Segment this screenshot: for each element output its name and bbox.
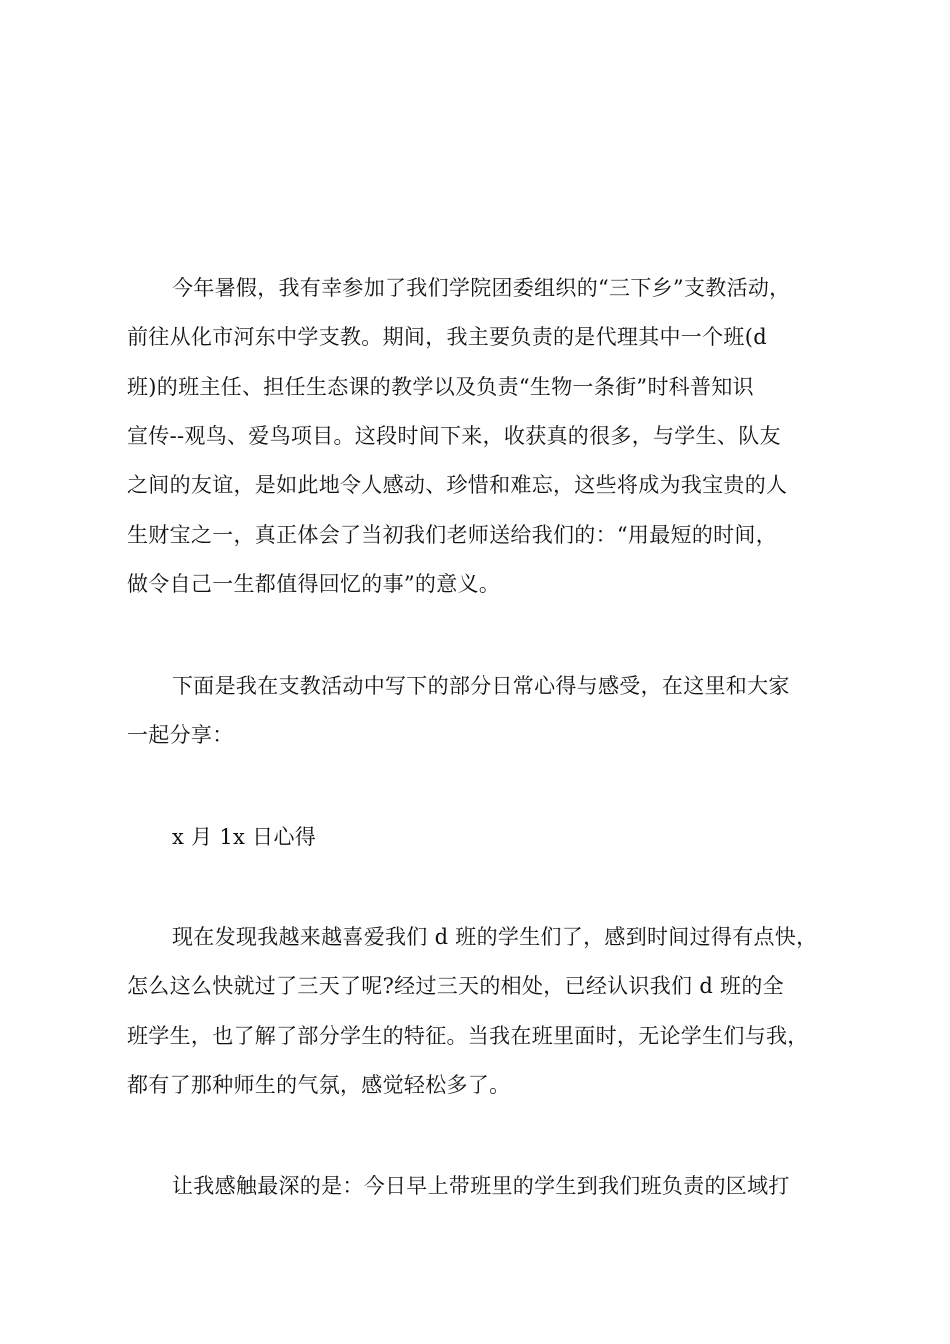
paragraph-2-line-2: 一起分享：: [127, 723, 234, 747]
paragraph-1-line-2: 前往从化市河东中学支教。期间，我主要负责的是代理其中一个班(d: [127, 325, 767, 349]
entry-date-heading: x 月 1x 日心得: [172, 825, 317, 849]
paragraph-4-line-1: 让我感触最深的是：今日早上带班里的学生到我们班负责的区域打: [172, 1174, 790, 1198]
paragraph-1-line-6: 生财宝之一，真正体会了当初我们老师送给我们的：“用最短的时间，: [127, 523, 778, 547]
paragraph-1-line-1: 今年暑假，我有幸参加了我们学院团委组织的“三下乡”支教活动，: [172, 276, 791, 300]
paragraph-1-line-5: 之间的友谊，是如此地令人感动、珍惜和难忘，这些将成为我宝贵的人: [127, 473, 788, 497]
paragraph-1-line-3: 班)的班主任、担任生态课的教学以及负责“生物一条街”时科普知识: [127, 375, 754, 399]
paragraph-3-line-1: 现在发现我越来越喜爱我们 d 班的学生们了，感到时间过得有点快，: [172, 925, 818, 949]
paragraph-3-line-4: 都有了那种师生的气氛，感觉轻松多了。: [127, 1073, 511, 1097]
paragraph-1-line-7: 做令自己一生都值得回忆的事”的意义。: [127, 572, 501, 596]
paragraph-3-line-2: 怎么这么快就过了三天了呢?经过三天的相处，已经认识我们 d 班的全: [127, 974, 784, 998]
paragraph-1-line-4: 宣传--观鸟、爱鸟项目。这段时间下来，收获真的很多，与学生、队友: [127, 424, 781, 448]
paragraph-2-line-1: 下面是我在支教活动中写下的部分日常心得与感受，在这里和大家: [172, 674, 790, 698]
paragraph-3-line-3: 班学生，也了解了部分学生的特征。当我在班里面时，无论学生们与我，: [127, 1024, 809, 1048]
